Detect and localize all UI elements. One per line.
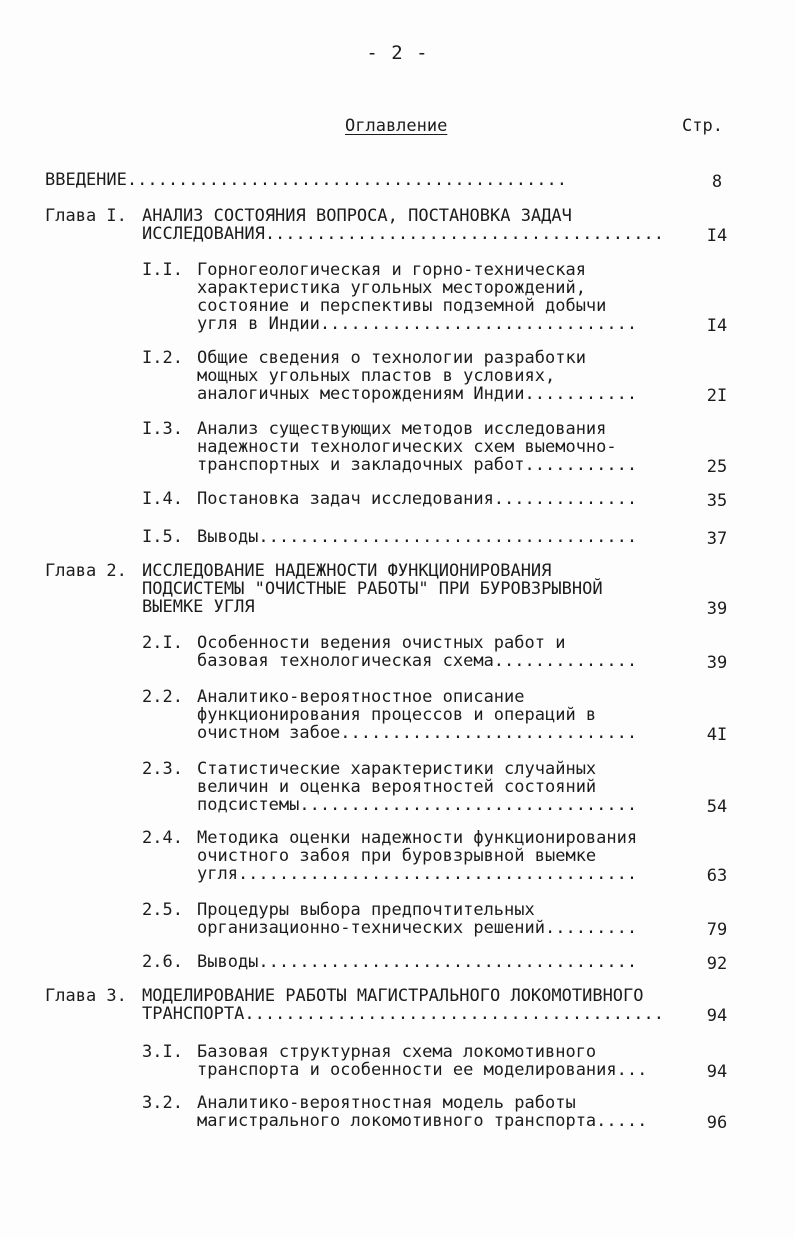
- entry-title: [142, 207, 664, 243]
- page-ref: 96: [706, 1113, 728, 1133]
- page-ref: I4: [706, 226, 728, 246]
- entry-title: [45, 171, 567, 189]
- chapter-label: Глава 2.: [45, 561, 127, 581]
- section-number: 2.3.: [142, 759, 183, 779]
- entry-title: [142, 562, 603, 616]
- entry-title: [197, 349, 637, 403]
- entry-title-line: функционирования процессов и операций в: [197, 705, 597, 725]
- entry-title-line: аналогичных месторождениям Индии...........: [197, 384, 638, 404]
- entry-title-line: угля.......................................: [197, 864, 638, 884]
- entry-title: [197, 261, 637, 333]
- entry-title-line: ПОДСИСТЕМЫ "ОЧИСТНЫЕ РАБОТЫ" ПРИ БУРОВЗРЫВНОЙ: [142, 579, 603, 599]
- entry-title-line: состояние и перспективы подземной добычи: [197, 296, 607, 316]
- page-ref: 4I: [706, 725, 728, 745]
- section-number: I.I.: [142, 260, 183, 280]
- page-ref: 2I: [706, 386, 728, 406]
- entry-title: [197, 1043, 647, 1079]
- page-ref: 37: [706, 529, 728, 549]
- entry-title-line: Общие сведения о технологии разработки: [197, 348, 586, 368]
- page-ref: 79: [706, 920, 728, 940]
- entry-title-line: характеристика угольных месторождений,: [197, 278, 586, 298]
- entry-title-line: величин и оценка вероятностей состояний: [197, 777, 597, 797]
- entry-title-line: магистрального локомотивного транспорта.....: [197, 1111, 648, 1131]
- entry-title: [197, 760, 637, 814]
- entry-title-line: ВЫЕМКЕ УГЛЯ: [142, 597, 255, 617]
- entry-title-line: Аналитико-вероятностное описание: [197, 687, 525, 707]
- entry-title-line: Постановка задач исследования..............: [197, 489, 638, 509]
- page-ref: 94: [706, 1006, 728, 1026]
- entry-title-line: Аналитико-вероятностная модель работы: [197, 1093, 576, 1113]
- page-column-label: Стр.: [682, 116, 723, 136]
- entry-title-line: Горногеологическая и горно-техническая: [197, 260, 586, 280]
- section-number: I.3.: [142, 419, 183, 439]
- section-number: 2.5.: [142, 900, 183, 920]
- page-ref: I4: [706, 316, 728, 336]
- page-ref: 63: [706, 866, 728, 886]
- entry-title: [197, 490, 637, 508]
- entry-title-line: Методика оценки надежности функционирования: [197, 828, 638, 848]
- entry-title-line: ВВЕДЕНИЕ...........................................: [45, 170, 567, 190]
- entry-title: [197, 829, 637, 883]
- section-number: I.5.: [142, 527, 183, 547]
- entry-title-line: надежности технологических схем выемочно-: [197, 437, 617, 457]
- entry-title-line: ИССЛЕДОВАНИЯ.......................................: [142, 224, 664, 244]
- entry-title-line: базовая технологическая схема..............: [197, 651, 638, 671]
- page-ref: 35: [706, 491, 728, 511]
- entry-title: [197, 953, 637, 971]
- entry-title-line: транспорта и особенности ее моделирования...: [197, 1060, 648, 1080]
- section-number: 2.I.: [142, 633, 183, 653]
- page-ref: 39: [706, 653, 728, 673]
- section-number: I.2.: [142, 348, 183, 368]
- entry-title-line: очистном забое.............................: [197, 723, 638, 743]
- entry-title-line: Базовая структурная схема локомотивного: [197, 1042, 597, 1062]
- entry-title: [197, 901, 637, 937]
- section-number: 3.I.: [142, 1042, 183, 1062]
- entry-title-line: Процедуры выбора предпочтительных: [197, 900, 535, 920]
- page-ref: 92: [706, 954, 728, 974]
- page-ref: 25: [706, 457, 728, 477]
- entry-title-line: транспортных и закладочных работ...........: [197, 455, 638, 475]
- entry-title-line: ИССЛЕДОВАНИЕ НАДЕЖНОСТИ ФУНКЦИОНИРОВАНИЯ: [142, 561, 552, 581]
- entry-title-line: ТРАНСПОРТА.........................................: [142, 1004, 664, 1024]
- section-number: 2.2.: [142, 687, 183, 707]
- chapter-label: Глава I.: [45, 206, 127, 226]
- section-number: 3.2.: [142, 1093, 183, 1113]
- entry-title: [142, 987, 664, 1023]
- section-number: 2.6.: [142, 952, 183, 972]
- page-ref: 94: [706, 1062, 728, 1082]
- entry-title-line: Анализ существующих методов исследования: [197, 419, 607, 439]
- entry-title: [197, 528, 637, 546]
- entry-title-line: очистного забоя при буровзрывной выемке: [197, 846, 597, 866]
- page-ref: 39: [706, 599, 728, 619]
- page-number: - 2 -: [366, 42, 429, 64]
- page-ref: 8: [711, 172, 723, 192]
- section-number: I.4.: [142, 489, 183, 509]
- entry-title-line: подсистемы.................................: [197, 795, 638, 815]
- entry-title: [197, 420, 637, 474]
- entry-title: [197, 1094, 647, 1130]
- entry-title-line: мощных угольных пластов в условиях,: [197, 366, 556, 386]
- page-ref: 54: [706, 797, 728, 817]
- chapter-label: Глава 3.: [45, 986, 127, 1006]
- entry-title: [197, 634, 637, 670]
- entry-title-line: Выводы.....................................: [197, 952, 638, 972]
- entry-title-line: Особенности ведения очистных работ и: [197, 633, 566, 653]
- entry-title-line: МОДЕЛИРОВАНИЕ РАБОТЫ МАГИСТРАЛЬНОГО ЛОКОМОТИВНОГО: [142, 986, 644, 1006]
- entry-title-line: угля в Индии...............................: [197, 314, 638, 334]
- entry-title: [197, 688, 637, 742]
- entry-title-line: Статистические характеристики случайных: [197, 759, 597, 779]
- entry-title-line: Выводы.....................................: [197, 527, 638, 547]
- entry-title-line: организационно-технических решений.........: [197, 918, 638, 938]
- toc-title: Оглавление: [345, 116, 448, 136]
- entry-title-line: АНАЛИЗ СОСТОЯНИЯ ВОПРОСА, ПОСТАНОВКА ЗАДАЧ: [142, 206, 572, 226]
- section-number: 2.4.: [142, 828, 183, 848]
